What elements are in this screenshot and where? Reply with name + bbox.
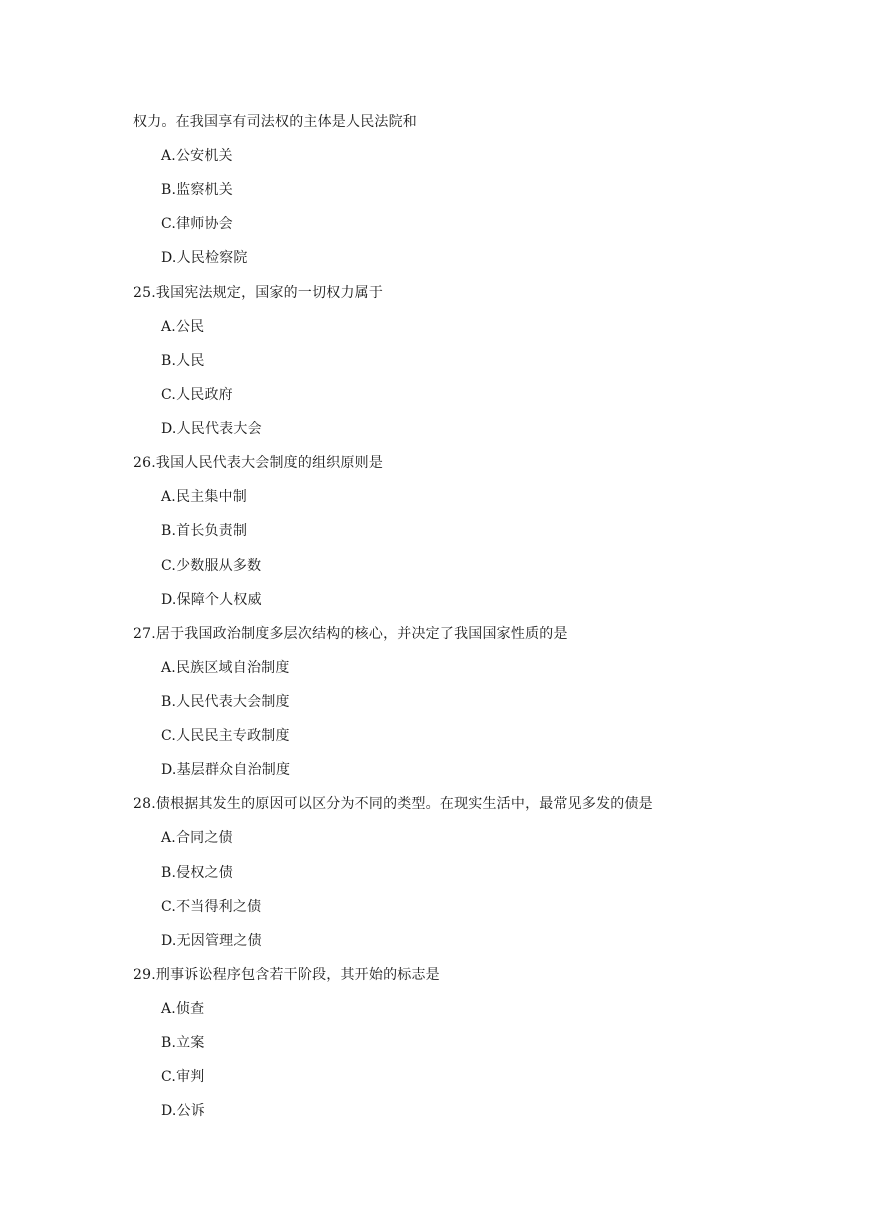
option-27-b: B.人民代表大会制度 <box>161 694 290 710</box>
question-28-stem: 28.债根据其发生的原因可以区分为不同的类型。在现实生活中，最常见多发的债是 <box>133 796 653 812</box>
option-28-b: B.侵权之债 <box>161 865 233 881</box>
option-29-a: A.侦查 <box>161 1001 205 1017</box>
option-25-a: A.公民 <box>161 319 205 335</box>
option-26-b: B.首长负责制 <box>161 523 248 539</box>
option-28-c: C.不当得利之债 <box>161 899 262 915</box>
option-25-c: C.人民政府 <box>161 387 233 403</box>
option-27-a: A.民族区域自治制度 <box>161 660 290 676</box>
option-26-a: A.民主集中制 <box>161 489 247 505</box>
option-26-c: C.少数服从多数 <box>161 558 262 574</box>
option-24-c: C.律师协会 <box>161 216 233 232</box>
option-25-b: B.人民 <box>161 353 205 369</box>
option-24-b: B.监察机关 <box>161 182 233 198</box>
option-29-c: C.审判 <box>161 1069 205 1085</box>
question-27-stem: 27.居于我国政治制度多层次结构的核心，并决定了我国国家性质的是 <box>133 626 568 642</box>
option-26-d: D.保障个人权威 <box>161 592 262 608</box>
question-25-stem: 25.我国宪法规定，国家的一切权力属于 <box>133 285 384 301</box>
option-24-d: D.人民检察院 <box>161 250 248 266</box>
option-25-d: D.人民代表大会 <box>161 421 262 437</box>
option-27-d: D.基层群众自治制度 <box>161 762 291 778</box>
option-29-d: D.公诉 <box>161 1103 205 1119</box>
option-24-a: A.公安机关 <box>161 148 233 164</box>
option-29-b: B.立案 <box>161 1035 205 1051</box>
option-27-c: C.人民民主专政制度 <box>161 728 290 744</box>
option-28-d: D.无因管理之债 <box>161 933 262 949</box>
option-28-a: A.合同之债 <box>161 830 233 846</box>
question-continuation: 权力。在我国享有司法权的主体是人民法院和 <box>133 114 417 130</box>
question-29-stem: 29.刑事诉讼程序包含若干阶段，其开始的标志是 <box>133 967 440 983</box>
question-26-stem: 26.我国人民代表大会制度的组织原则是 <box>133 455 384 471</box>
